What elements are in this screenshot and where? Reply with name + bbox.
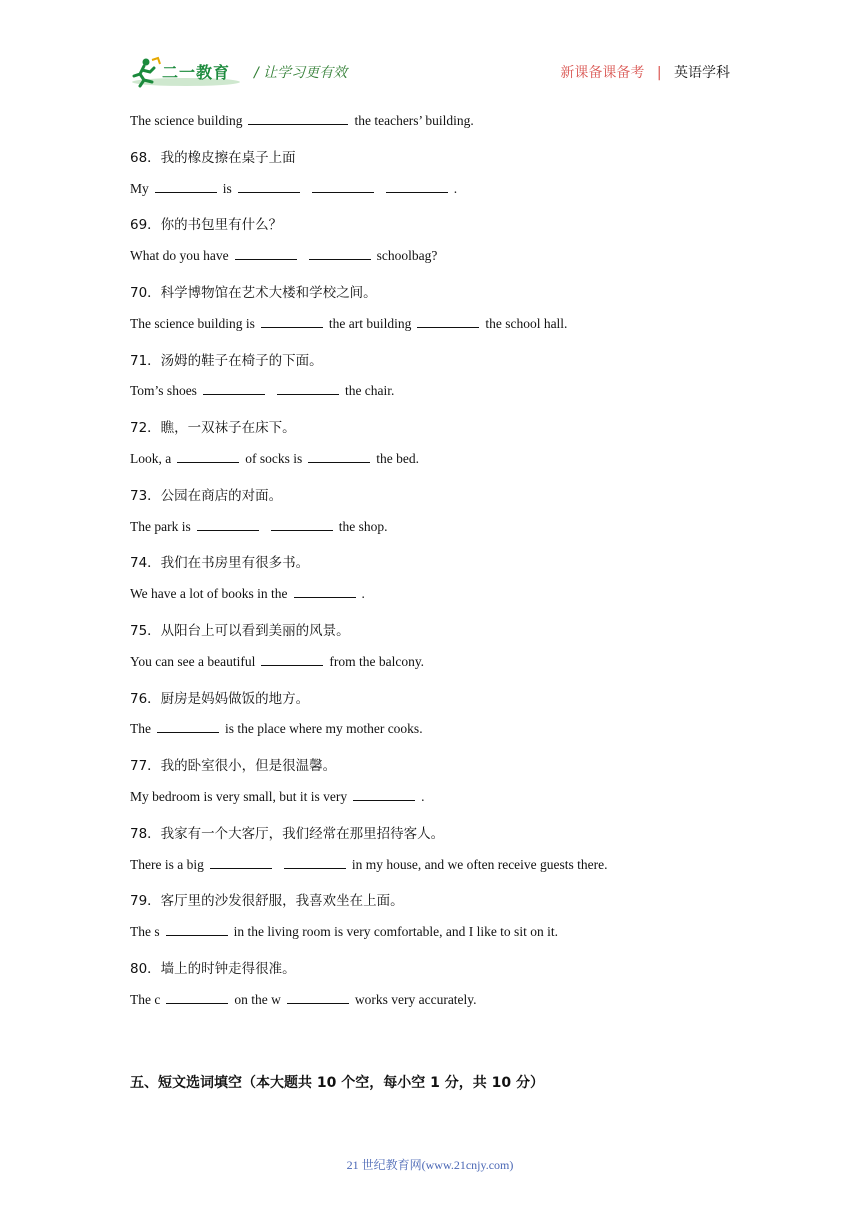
answer-line <box>130 315 567 332</box>
answer-text: the school hall. <box>485 315 568 331</box>
answer-line <box>130 450 419 467</box>
answer-text: The science building <box>130 113 243 128</box>
answer-text: There is a big <box>130 856 204 872</box>
answer-blank[interactable] <box>308 450 370 463</box>
answer-blank[interactable] <box>417 315 479 328</box>
answer-text: is <box>222 180 232 196</box>
answer-text: My <box>130 180 149 196</box>
answer-line <box>130 112 474 129</box>
answer-blank[interactable] <box>157 720 219 733</box>
answer-line <box>130 720 423 737</box>
answer-text: in my house, and we often receive guests there. <box>351 856 608 872</box>
answer-blank[interactable] <box>277 382 339 395</box>
answer-blank[interactable] <box>197 518 259 531</box>
answer-blank[interactable] <box>210 856 272 869</box>
answer-text: We have a lot of books in the <box>130 586 288 602</box>
section-title: 五、短文选词填空（本大题共 10 个空，每小空 1 分，共 10 分） <box>130 1075 544 1091</box>
answer-text: the shop. <box>338 518 388 534</box>
answer-blank[interactable] <box>271 518 333 531</box>
answer-line <box>130 382 394 399</box>
answer-text: the chair. <box>344 383 395 399</box>
logo-text: 二一教育 <box>162 63 231 82</box>
answer-line <box>130 585 365 602</box>
answer-blank[interactable] <box>353 788 415 801</box>
answer-text: The science building is <box>130 315 255 331</box>
answer-blank[interactable] <box>386 180 448 193</box>
answer-blank[interactable] <box>294 585 356 598</box>
page-header <box>130 52 730 92</box>
answer-line <box>130 856 608 873</box>
answer-line <box>130 518 387 535</box>
answer-text: Look, a <box>130 451 172 466</box>
header-tagline: 新课备课备考 <box>560 65 645 81</box>
question-prompt: 70．科学博物馆在艺术大楼和学校之间。 <box>130 285 377 301</box>
answer-blank[interactable] <box>261 653 323 666</box>
question-prompt: 73．公园在商店的对面。 <box>130 487 283 504</box>
question-prompt: 71．汤姆的鞋子在椅子的下面。 <box>130 352 323 369</box>
answer-text: from the balcony. <box>329 653 425 669</box>
header-subject-label: 英语学科 <box>674 65 730 81</box>
question-prompt: 79．客厅里的沙发很舒服，我喜欢坐在上面。 <box>130 893 404 910</box>
answer-blank[interactable] <box>312 180 374 193</box>
answer-blank[interactable] <box>261 315 323 328</box>
page-footer: 21 世纪教育网(www.21cnjy.com) <box>346 1158 514 1172</box>
answer-blank[interactable] <box>166 923 228 936</box>
question-prompt: 68．我的橡皮擦在桌子上面 <box>130 149 296 166</box>
answer-text: the bed. <box>376 451 419 466</box>
answer-text: of socks is <box>245 451 303 466</box>
answer-text: is the place where my mother cooks. <box>225 721 423 737</box>
question-prompt: 80．墙上的时钟走得很准。 <box>130 961 296 977</box>
question-prompt: 74．我们在书房里有很多书。 <box>130 555 310 572</box>
header-separator: | <box>656 65 662 81</box>
answer-line <box>130 991 477 1008</box>
answer-text: . <box>361 586 365 602</box>
answer-text: . <box>421 789 425 804</box>
answer-blank[interactable] <box>235 247 297 260</box>
answer-text: Tom’s shoes <box>130 383 197 399</box>
question-prompt: 78．我家有一个大客厅，我们经常在那里招待客人。 <box>130 825 445 842</box>
answer-text: You can see a beautiful <box>130 653 256 669</box>
answer-text: What do you have <box>130 248 229 264</box>
question-prompt: 76．厨房是妈妈做饭的地方。 <box>130 690 310 707</box>
answer-blank[interactable] <box>166 991 228 1004</box>
answer-text: My bedroom is very small, but it is very <box>130 789 348 804</box>
answer-line <box>130 180 457 197</box>
slogan: / 让学习更有效 <box>254 65 348 81</box>
answer-text: The <box>130 721 151 737</box>
answer-text: works very accurately. <box>354 991 477 1007</box>
answer-text: The c <box>130 991 161 1007</box>
answer-blank[interactable] <box>203 382 265 395</box>
answer-blank[interactable] <box>248 112 348 125</box>
question-prompt: 72．瞧，一双袜子在床下。 <box>130 420 296 437</box>
answer-text: the art building <box>328 315 412 331</box>
answer-blank[interactable] <box>287 991 349 1004</box>
header-subject <box>560 62 730 82</box>
answer-blank[interactable] <box>238 180 300 193</box>
question-prompt: 77．我的卧室很小，但是很温馨。 <box>130 758 337 775</box>
answer-line <box>130 923 558 940</box>
answer-line <box>130 247 437 264</box>
answer-blank[interactable] <box>155 180 217 193</box>
answer-text: in the living room is very comfortable, and I like to sit on it. <box>233 924 558 940</box>
answer-blank[interactable] <box>309 247 371 260</box>
answer-line <box>130 788 424 805</box>
answer-line <box>130 653 424 670</box>
answer-text: on the w <box>234 991 281 1007</box>
answer-text: The park is <box>130 518 191 534</box>
answer-blank[interactable] <box>177 450 239 463</box>
answer-text: the teachers’ building. <box>354 113 474 128</box>
answer-text: The s <box>130 924 160 940</box>
question-prompt: 75．从阳台上可以看到美丽的风景。 <box>130 623 350 639</box>
answer-text: . <box>453 180 458 196</box>
question-prompt: 69．你的书包里有什么？ <box>130 217 283 234</box>
answer-text: schoolbag? <box>376 248 438 264</box>
answer-blank[interactable] <box>284 856 346 869</box>
